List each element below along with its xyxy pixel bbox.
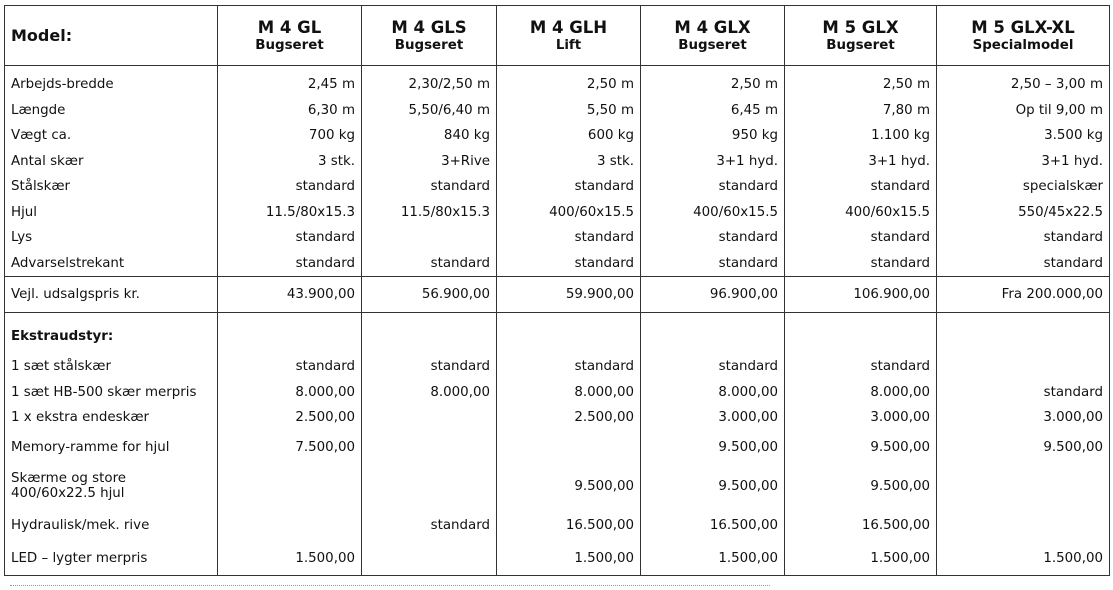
spec-row <box>5 251 1110 277</box>
table-cell: 3.000,00 <box>641 405 785 431</box>
spec-row <box>5 98 1110 124</box>
table-cell: 2,50 m <box>785 66 937 98</box>
row-label: Skærme og store 400/60x22.5 hjul <box>5 464 218 509</box>
table-cell: standard <box>497 354 641 380</box>
table-cell: standard <box>937 251 1110 277</box>
model-header <box>362 6 497 66</box>
spec-row <box>5 149 1110 175</box>
row-label: Stålskær <box>5 174 218 200</box>
extra-row <box>5 431 1110 464</box>
model-name: M 4 GLS <box>391 17 467 37</box>
table-cell <box>362 431 497 464</box>
model-name: M 4 GL <box>257 17 322 37</box>
extra-row <box>5 542 1110 576</box>
table-cell <box>362 542 497 576</box>
table-cell: 3.000,00 <box>785 405 937 431</box>
row-label: 1 x ekstra endeskær <box>5 405 218 431</box>
table-cell: 2,50 m <box>497 66 641 98</box>
row-label: 1 sæt stålskær <box>5 354 218 380</box>
table-cell: standard <box>641 251 785 277</box>
table-cell: standard <box>937 380 1110 406</box>
table-cell: 16.500,00 <box>785 509 937 542</box>
model-header <box>218 6 362 66</box>
table-cell <box>937 354 1110 380</box>
row-label: 1 sæt HB-500 skær merpris <box>5 380 218 406</box>
table-cell <box>497 313 641 355</box>
table-cell: 2,45 m <box>218 66 362 98</box>
extra-row <box>5 509 1110 542</box>
table-cell: 3+1 hyd. <box>937 149 1110 175</box>
table-cell: standard <box>362 354 497 380</box>
table-cell: Fra 200.000,00 <box>937 277 1110 313</box>
table-cell: 16.500,00 <box>497 509 641 542</box>
table-cell <box>937 313 1110 355</box>
spec-row <box>5 66 1110 98</box>
table-cell: 6,45 m <box>641 98 785 124</box>
row-label: Længde <box>5 98 218 124</box>
table-cell: 9.500,00 <box>785 464 937 509</box>
table-cell: 96.900,00 <box>641 277 785 313</box>
table-cell: 3.000,00 <box>937 405 1110 431</box>
model-name: M 5 GLX <box>822 17 899 37</box>
table-cell: 400/60x15.5 <box>785 200 937 226</box>
row-label: Antal skær <box>5 149 218 175</box>
table-cell: 3+1 hyd. <box>785 149 937 175</box>
table-cell: 5,50 m <box>497 98 641 124</box>
table-cell: 550/45x22.5 <box>937 200 1110 226</box>
cropped-footnote-line <box>10 585 770 589</box>
spec-row <box>5 123 1110 149</box>
table-cell: 1.500,00 <box>785 542 937 576</box>
row-label: LED – lygter merpris <box>5 542 218 576</box>
table-cell: 9.500,00 <box>497 464 641 509</box>
table-cell: 700 kg <box>218 123 362 149</box>
spec-row <box>5 174 1110 200</box>
table-cell: 9.500,00 <box>641 464 785 509</box>
extra-row <box>5 464 1110 509</box>
row-label: Vægt ca. <box>5 123 218 149</box>
spec-row <box>5 225 1110 251</box>
model-comparison-table <box>4 5 1110 576</box>
table-cell <box>362 225 497 251</box>
table-cell: 840 kg <box>362 123 497 149</box>
table-cell: 7,80 m <box>785 98 937 124</box>
table-cell: 950 kg <box>641 123 785 149</box>
table-cell <box>362 405 497 431</box>
model-name: M 4 GLX <box>674 17 751 37</box>
table-cell: standard <box>362 251 497 277</box>
table-cell: 3.500 kg <box>937 123 1110 149</box>
table-cell: standard <box>641 225 785 251</box>
row-label: Lys <box>5 225 218 251</box>
table-cell: 2.500,00 <box>218 405 362 431</box>
row-label: Hjul <box>5 200 218 226</box>
model-subtitle: Bugseret <box>394 37 464 53</box>
model-subtitle: Lift <box>555 37 582 53</box>
table-cell: standard <box>937 225 1110 251</box>
table-cell: 56.900,00 <box>362 277 497 313</box>
table-cell: 1.500,00 <box>218 542 362 576</box>
table-cell: standard <box>218 251 362 277</box>
table-cell: 8.000,00 <box>497 380 641 406</box>
table-cell <box>362 464 497 509</box>
table-cell <box>218 509 362 542</box>
table-cell: 400/60x15.5 <box>497 200 641 226</box>
table-cell <box>218 313 362 355</box>
table-cell: 1.100 kg <box>785 123 937 149</box>
extra-row <box>5 380 1110 406</box>
model-header <box>785 6 937 66</box>
row-label: Hydraulisk/mek. rive <box>5 509 218 542</box>
table-cell: standard <box>218 174 362 200</box>
extra-row <box>5 405 1110 431</box>
model-name: M 4 GLH <box>529 17 608 37</box>
row-label: Vejl. udsalgspris kr. <box>5 277 218 313</box>
table-cell <box>497 431 641 464</box>
table-cell: 3+1 hyd. <box>641 149 785 175</box>
table-cell <box>641 313 785 355</box>
table-cell: standard <box>641 174 785 200</box>
model-header <box>497 6 641 66</box>
table-cell: 1.500,00 <box>937 542 1110 576</box>
model-subtitle: Bugseret <box>255 37 324 53</box>
table-cell <box>937 464 1110 509</box>
model-header <box>641 6 785 66</box>
table-cell: standard <box>497 174 641 200</box>
table-cell: 8.000,00 <box>362 380 497 406</box>
table-cell: standard <box>641 354 785 380</box>
extras-heading-row <box>5 313 1110 355</box>
table-cell: 1.500,00 <box>497 542 641 576</box>
table-cell: 8.000,00 <box>641 380 785 406</box>
table-body <box>5 66 1110 576</box>
table-cell: standard <box>497 251 641 277</box>
table-cell: Op til 9,00 m <box>937 98 1110 124</box>
table-cell: 6,30 m <box>218 98 362 124</box>
row-label: Arbejds-bredde <box>5 66 218 98</box>
model-subtitle: Specialmodel <box>972 37 1074 53</box>
table-cell: 600 kg <box>497 123 641 149</box>
model-name: M 5 GLX-XL <box>971 17 1075 37</box>
table-cell: 3+Rive <box>362 149 497 175</box>
table-cell: 16.500,00 <box>641 509 785 542</box>
table-cell: standard <box>785 251 937 277</box>
table-cell: 11.5/80x15.3 <box>362 200 497 226</box>
table-cell: 3 stk. <box>218 149 362 175</box>
table-cell: standard <box>362 174 497 200</box>
table-cell <box>937 509 1110 542</box>
table-cell: standard <box>785 354 937 380</box>
table-cell: 9.500,00 <box>785 431 937 464</box>
table-cell: 59.900,00 <box>497 277 641 313</box>
table-cell: 3 stk. <box>497 149 641 175</box>
spec-row <box>5 200 1110 226</box>
table-cell: 8.000,00 <box>218 380 362 406</box>
table-cell: 106.900,00 <box>785 277 937 313</box>
table-cell: standard <box>785 174 937 200</box>
table-cell: 5,50/6,40 m <box>362 98 497 124</box>
table-cell <box>218 464 362 509</box>
table-cell: 9.500,00 <box>641 431 785 464</box>
table-cell: 9.500,00 <box>937 431 1110 464</box>
row-label: Ekstraudstyr: <box>5 313 218 355</box>
table-cell: 2,50 m <box>641 66 785 98</box>
table-cell: 2,30/2,50 m <box>362 66 497 98</box>
row-label: Advarselstrekant <box>5 251 218 277</box>
table-cell: 43.900,00 <box>218 277 362 313</box>
model-subtitle: Bugseret <box>826 37 895 53</box>
table-cell: standard <box>785 225 937 251</box>
table-cell: standard <box>497 225 641 251</box>
model-subtitle: Bugseret <box>678 37 747 53</box>
table-cell: standard <box>218 354 362 380</box>
model-label: Model: <box>5 6 218 66</box>
price-row <box>5 277 1110 313</box>
table-cell: 2,50 – 3,00 m <box>937 66 1110 98</box>
table-cell: specialskær <box>937 174 1110 200</box>
table-cell: standard <box>218 225 362 251</box>
table-cell: 8.000,00 <box>785 380 937 406</box>
table-cell: 7.500,00 <box>218 431 362 464</box>
header-row <box>5 6 1110 66</box>
table-cell: 2.500,00 <box>497 405 641 431</box>
table-cell <box>362 313 497 355</box>
table-cell: 11.5/80x15.3 <box>218 200 362 226</box>
row-label: Memory-ramme for hjul <box>5 431 218 464</box>
extra-row <box>5 354 1110 380</box>
table-cell: 1.500,00 <box>641 542 785 576</box>
table-cell: standard <box>362 509 497 542</box>
table-cell: 400/60x15.5 <box>641 200 785 226</box>
table-cell <box>785 313 937 355</box>
model-header <box>937 6 1110 66</box>
